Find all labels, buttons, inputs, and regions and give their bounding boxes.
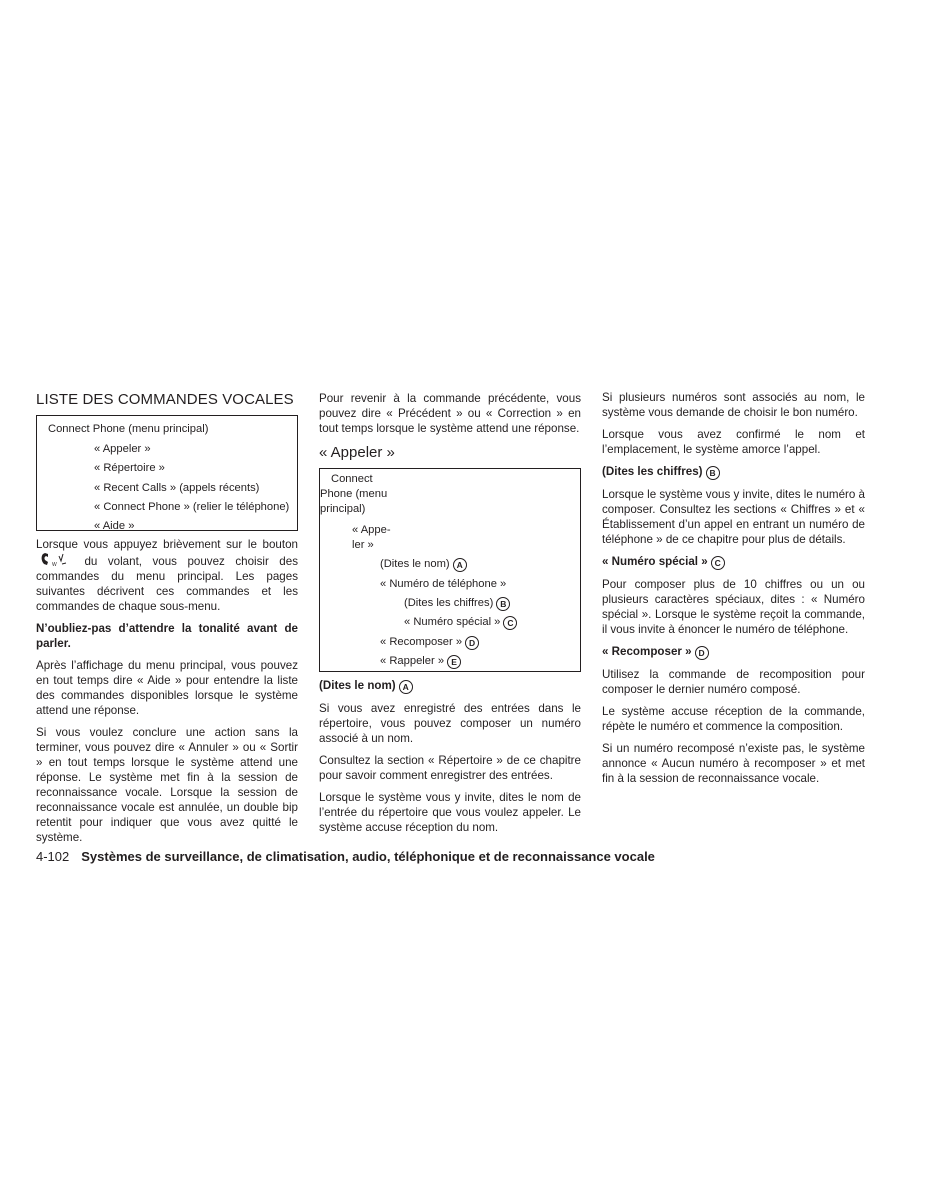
- paragraph-aucun-numero: Si un numéro recomposé n’existe pas, le système annonce « Aucun numéro à recomposer » et met fin à la session de reconnaissance vocale.: [602, 742, 865, 785]
- marker-a-icon: A: [453, 558, 467, 572]
- tree-line-1: Connect: [331, 473, 373, 485]
- paragraph-dites-numero: Lorsque le système vous y invite, dites le numéro à composer. Consultez les sections « Chiffres » et « Établissement d’un appel en entrant un numéro de téléphone » de ce chapitre pour plus de détails.: [602, 488, 865, 546]
- marker-e-icon: E: [447, 655, 461, 669]
- menu-item-appeler: « Appeler »: [94, 443, 151, 455]
- paragraph-numero-special: Pour composer plus de 10 chiffres ou un ou plusieurs caractères spéciaux, dites : « Numéro spécial ». Lorsque le système reçoit la commande, il vous invite à énoncer le numéro de téléphone.: [602, 578, 865, 636]
- paragraph-precedent: Pour revenir à la commande précédente, vous pouvez dire « Précédent » ou « Correction » en tout temps lorsque le système attend une réponse.: [319, 392, 581, 435]
- marker-b-icon: B: [706, 466, 720, 480]
- footer-title: Systèmes de surveillance, de climatisation, audio, téléphonique et de reconnaissance vocale: [81, 849, 655, 864]
- menu-item-connect-phone: « Connect Phone » (relier le téléphone): [94, 501, 290, 513]
- marker-c-icon: C: [503, 616, 517, 630]
- subheading-recomposer: « Recomposer » D: [602, 644, 865, 660]
- tree-recomposer: « Recomposer » D: [380, 635, 479, 650]
- appeler-menu-box: [319, 468, 581, 672]
- note-tone: N’oubliez-pas d’attendre la tonalité avant de parler.: [36, 622, 298, 650]
- paragraph-accuse-reception: Le système accuse réception de la commande, répète le numéro et commence la composition.: [602, 705, 865, 733]
- column-1: [36, 390, 298, 852]
- phone-talk-button-icon: [40, 552, 70, 567]
- column-3: [602, 390, 865, 793]
- tree-line-2: Phone (menu: [320, 488, 388, 500]
- tree-dites-chiffres: (Dites les chiffres) B: [404, 596, 510, 611]
- paragraph-recomposition: Utilisez la commande de recomposition pour composer le dernier numéro composé.: [602, 668, 865, 696]
- marker-b-icon: B: [496, 597, 510, 611]
- paragraph-dites-nom: Lorsque le système vous y invite, dites le nom de l’entrée du répertoire que vous voulez appeler. Le système accuse réception du nom.: [319, 791, 581, 834]
- page-number: 4-102: [36, 849, 70, 864]
- marker-d-icon: D: [695, 646, 709, 660]
- tree-appeler-2: ler »: [352, 539, 374, 551]
- page-footer: [36, 849, 655, 864]
- tree-numero-telephone: « Numéro de téléphone »: [380, 578, 507, 590]
- marker-c-icon: C: [711, 556, 725, 570]
- svg-text:W: W: [52, 562, 57, 567]
- paragraph-consultez-repertoire: Consultez la section « Répertoire » de ce chapitre pour savoir comment enregistrer des entrées.: [319, 754, 581, 782]
- menu-item-repertoire: « Répertoire »: [94, 462, 165, 474]
- tree-appeler-1: « Appe-: [352, 524, 391, 536]
- marker-a-icon: A: [399, 680, 413, 694]
- paragraph-annuler: Si vous voulez conclure une action sans la terminer, vous pouvez dire « Annuler » ou « Sortir » en tout temps lorsque le système attend une réponse. Le système met fin à la session de reconnaissance vocale. Lorsque la session de reconnaissance vocale est annulée, un double bip retentit pour indiquer que vous avez quitté le système.: [36, 726, 298, 844]
- tree-line-3: principal): [320, 503, 366, 515]
- paragraph-repertoire-entries: Si vous avez enregistré des entrées dans le répertoire, vous pouvez composer un numéro associé à un nom.: [319, 702, 581, 745]
- marker-d-icon: D: [465, 636, 479, 650]
- paragraph-button: Lorsque vous appuyez brièvement sur le bouton W du volant, vous pouvez choisir des commandes du menu principal. Les pages suivantes décrivent ces commandes et les commandes de chaque sous-menu.: [36, 538, 298, 613]
- main-menu-box: [36, 415, 298, 531]
- paragraph-aide: Après l’affichage du menu principal, vous pouvez en tout temps dire « Aide » pour entendre la liste des commandes disponibles lorsque le système attend une réponse.: [36, 659, 298, 717]
- tree-numero-special: « Numéro spécial » C: [404, 615, 517, 630]
- tree-dites-nom: (Dites le nom) A: [380, 557, 467, 572]
- paragraph-confirme: Lorsque vous avez confirmé le nom et l’emplacement, le système amorce l’appel.: [602, 428, 865, 456]
- menu-root: Connect Phone (menu principal): [48, 423, 209, 435]
- paragraph-plusieurs-numeros: Si plusieurs numéros sont associés au nom, le système vous demande de choisir le bon numéro.: [602, 391, 865, 419]
- appeler-heading: « Appeler »: [319, 444, 395, 461]
- menu-item-recent-calls: « Recent Calls » (appels récents): [94, 482, 260, 494]
- column-2: [319, 391, 581, 842]
- tree-rappeler: « Rappeler » E: [380, 654, 461, 669]
- subheading-numero-special: « Numéro spécial » C: [602, 554, 865, 570]
- section-heading: LISTE DES COMMANDES VOCALES: [36, 391, 294, 408]
- subheading-dites-nom: (Dites le nom) A: [319, 678, 581, 694]
- menu-item-aide: « Aide »: [94, 520, 135, 532]
- subheading-dites-chiffres: (Dites les chiffres) B: [602, 464, 865, 480]
